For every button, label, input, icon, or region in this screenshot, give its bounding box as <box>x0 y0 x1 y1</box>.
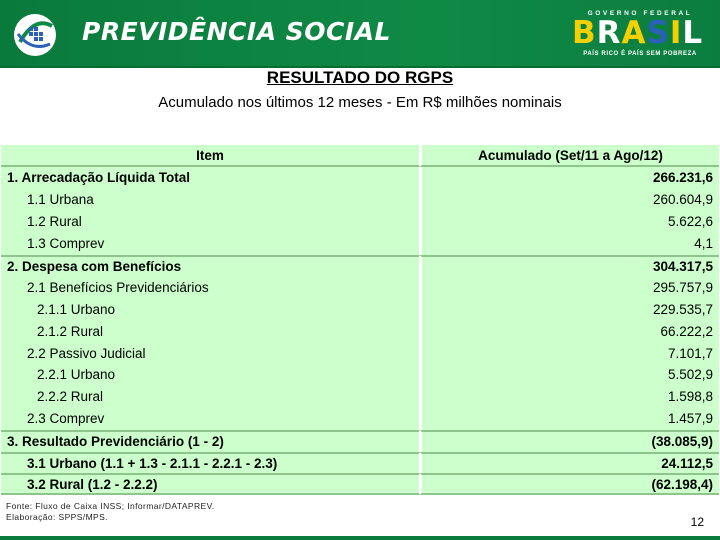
brand-title: PREVIDÊNCIA SOCIAL <box>82 17 391 46</box>
column-header-item: Item <box>1 145 419 167</box>
row-label: 2.3 Comprev <box>1 408 419 430</box>
row-value: 266.231,6 <box>419 167 719 189</box>
table-row <box>1 320 719 342</box>
row-value: 1.457,9 <box>419 408 719 430</box>
table-row <box>1 167 719 189</box>
row-label: 2.2.1 Urbano <box>1 364 419 386</box>
table-row <box>1 386 719 408</box>
row-label: 3.2 Rural (1.2 - 2.2.2) <box>1 473 419 495</box>
row-value: 5.502,9 <box>419 364 719 386</box>
row-label: 2. Despesa com Benefícios <box>1 255 419 277</box>
row-value: 5.622,6 <box>419 211 719 233</box>
row-value: 7.101,7 <box>419 342 719 364</box>
row-label: 1.1 Urbana <box>1 189 419 211</box>
table-row <box>1 364 719 386</box>
row-value: 1.598,8 <box>419 386 719 408</box>
rgps-results-table <box>1 145 719 495</box>
row-label: 2.1 Benefícios Previdenciários <box>1 276 419 298</box>
row-label: 2.1.2 Rural <box>1 320 419 342</box>
table-row <box>1 408 719 430</box>
bottom-divider <box>0 536 720 540</box>
row-value: 229.535,7 <box>419 298 719 320</box>
row-label: 1.2 Rural <box>1 211 419 233</box>
table-row <box>1 211 719 233</box>
gov-slogan: PAÍS RICO É PAÍS SEM POBREZA <box>583 51 697 57</box>
elaboration-note: Elaboração: SPPS/MPS. <box>6 512 108 522</box>
row-label: 1. Arrecadação Líquida Total <box>1 167 419 189</box>
table-row <box>1 430 719 452</box>
previdencia-logo-icon <box>12 12 58 58</box>
table-row <box>1 233 719 255</box>
row-value: 260.604,9 <box>419 189 719 211</box>
table-row <box>1 255 719 277</box>
row-label: 3.1 Urbano (1.1 + 1.3 - 2.1.1 - 2.2.1 - 2.3) <box>1 452 419 474</box>
row-value: 66.222,2 <box>419 320 719 342</box>
row-label: 2.2 Passivo Judicial <box>1 342 419 364</box>
brasil-wordmark: BRASIL <box>572 15 704 51</box>
footer-notes <box>6 501 215 523</box>
page-number: 12 <box>690 515 704 529</box>
row-label: 2.2.2 Rural <box>1 386 419 408</box>
row-value: 295.757,9 <box>419 276 719 298</box>
table-row <box>1 276 719 298</box>
row-label: 1.3 Comprev <box>1 233 419 255</box>
table-row <box>1 473 719 495</box>
table-row <box>1 298 719 320</box>
table-header-row <box>1 145 719 167</box>
page-title: RESULTADO DO RGPS <box>266 68 454 87</box>
row-value: (62.198,4) <box>419 473 719 495</box>
column-header-value: Acumulado (Set/11 a Ago/12) <box>419 145 719 167</box>
row-value: 4,1 <box>419 233 719 255</box>
row-value: (38.085,9) <box>419 430 719 452</box>
row-value: 304.317,5 <box>419 255 719 277</box>
table-row <box>1 452 719 474</box>
table-row <box>1 342 719 364</box>
brasil-government-logo <box>570 10 710 60</box>
row-value: 24.112,5 <box>419 452 719 474</box>
row-label: 2.1.1 Urbano <box>1 298 419 320</box>
table-row <box>1 189 719 211</box>
header-banner <box>0 0 720 68</box>
page-subtitle: Acumulado nos últimos 12 meses - Em R$ milhões nominais <box>158 94 562 111</box>
row-label: 3. Resultado Previdenciário (1 - 2) <box>1 430 419 452</box>
source-note: Fonte: Fluxo de Caixa INSS; Informar/DATAPREV. <box>6 501 215 511</box>
gov-top-text: GOVERNO FEDERAL <box>587 10 693 17</box>
